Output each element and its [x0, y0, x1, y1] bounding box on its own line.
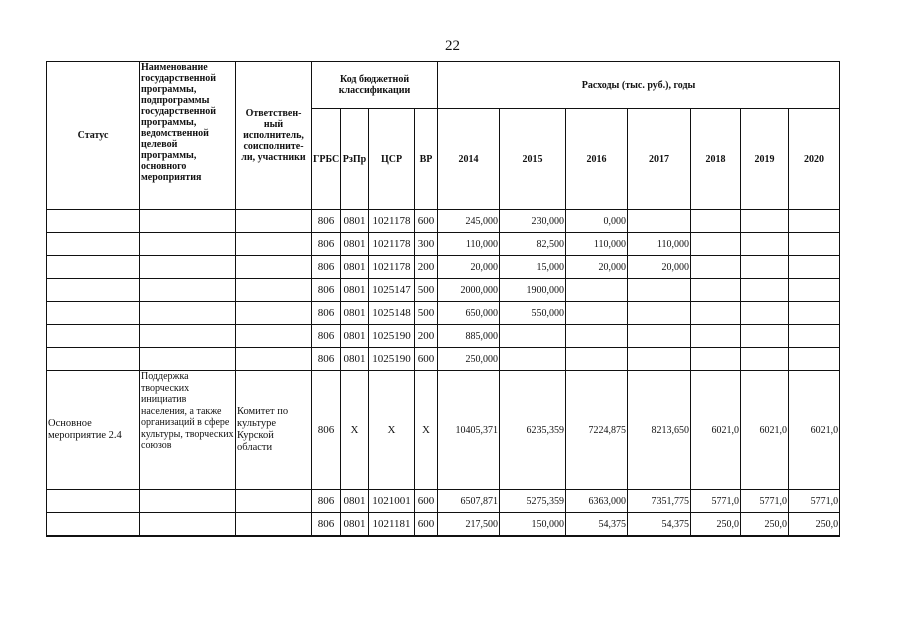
rzpr-cell: 0801	[341, 513, 369, 537]
responsible-cell	[236, 513, 312, 537]
grbs-cell: 806	[312, 210, 341, 233]
value-cell	[741, 256, 789, 279]
vr-cell: 500	[415, 302, 438, 325]
vr-cell: 600	[415, 210, 438, 233]
table-row	[47, 279, 840, 302]
value-cell: 6507,871	[438, 490, 500, 513]
vr-cell: 200	[415, 256, 438, 279]
name-cell	[140, 302, 236, 325]
status-cell	[47, 279, 140, 302]
value-cell	[789, 210, 840, 233]
name-cell	[140, 210, 236, 233]
vr-cell: 300	[415, 233, 438, 256]
status-cell	[47, 233, 140, 256]
rzpr-cell: 0801	[341, 325, 369, 348]
table-row	[47, 513, 840, 537]
value-cell: 6021,0	[741, 371, 789, 490]
header-responsible: Ответствен-ный исполнитель, соисполните-ли, участники	[236, 62, 312, 210]
value-cell	[500, 325, 566, 348]
value-cell	[789, 256, 840, 279]
vr-cell: 600	[415, 490, 438, 513]
rzpr-cell: 0801	[341, 210, 369, 233]
name-cell: Поддержка творческих инициатив населения, а также организаций в сфере культуры, творческих союзов	[140, 371, 236, 490]
value-cell: 230,000	[500, 210, 566, 233]
value-cell: 250,0	[691, 513, 741, 537]
vr-cell: 600	[415, 348, 438, 371]
vr-cell: 200	[415, 325, 438, 348]
responsible-cell	[236, 348, 312, 371]
header-year: 2020	[789, 109, 840, 210]
csr-cell: 1021178	[369, 210, 415, 233]
value-cell	[628, 279, 691, 302]
value-cell: 15,000	[500, 256, 566, 279]
value-cell	[789, 233, 840, 256]
csr-cell: 1025147	[369, 279, 415, 302]
value-cell: 110,000	[438, 233, 500, 256]
responsible-cell: Комитет по культуре Курской области	[236, 371, 312, 490]
value-cell	[691, 325, 741, 348]
value-cell	[500, 348, 566, 371]
value-cell: 6021,0	[691, 371, 741, 490]
value-cell: 7224,875	[566, 371, 628, 490]
value-cell	[628, 302, 691, 325]
value-cell	[789, 325, 840, 348]
rzpr-cell: Х	[341, 371, 369, 490]
table-body	[47, 210, 840, 537]
rzpr-cell: 0801	[341, 256, 369, 279]
value-cell	[691, 210, 741, 233]
responsible-cell	[236, 233, 312, 256]
header-vr: ВР	[415, 109, 438, 210]
rzpr-cell: 0801	[341, 490, 369, 513]
responsible-cell	[236, 325, 312, 348]
table-row	[47, 490, 840, 513]
value-cell: 20,000	[566, 256, 628, 279]
header-status: Статус	[47, 62, 140, 210]
value-cell	[741, 210, 789, 233]
value-cell: 54,375	[566, 513, 628, 537]
grbs-cell: 806	[312, 279, 341, 302]
value-cell: 6235,359	[500, 371, 566, 490]
value-cell: 110,000	[566, 233, 628, 256]
value-cell	[741, 325, 789, 348]
rzpr-cell: 0801	[341, 302, 369, 325]
name-cell	[140, 513, 236, 537]
value-cell: 10405,371	[438, 371, 500, 490]
header-year: 2017	[628, 109, 691, 210]
value-cell	[741, 233, 789, 256]
name-cell	[140, 325, 236, 348]
grbs-cell: 806	[312, 233, 341, 256]
value-cell: 5771,0	[741, 490, 789, 513]
value-cell: 250,000	[438, 348, 500, 371]
value-cell	[789, 348, 840, 371]
value-cell	[566, 279, 628, 302]
vr-cell: Х	[415, 371, 438, 490]
table-row	[47, 256, 840, 279]
rzpr-cell: 0801	[341, 279, 369, 302]
value-cell	[691, 233, 741, 256]
grbs-cell: 806	[312, 513, 341, 537]
table-header	[47, 62, 840, 210]
header-grbs: ГРБС	[312, 109, 341, 210]
value-cell: 0,000	[566, 210, 628, 233]
value-cell	[628, 210, 691, 233]
table-row	[47, 325, 840, 348]
name-cell	[140, 279, 236, 302]
vr-cell: 500	[415, 279, 438, 302]
value-cell: 5771,0	[789, 490, 840, 513]
rzpr-cell: 0801	[341, 348, 369, 371]
grbs-cell: 806	[312, 348, 341, 371]
status-cell: Основное мероприятие 2.4	[47, 371, 140, 490]
value-cell	[628, 325, 691, 348]
value-cell	[789, 279, 840, 302]
responsible-cell	[236, 210, 312, 233]
status-cell	[47, 325, 140, 348]
value-cell	[566, 348, 628, 371]
csr-cell: 1021178	[369, 233, 415, 256]
value-cell	[741, 302, 789, 325]
value-cell: 6021,0	[789, 371, 840, 490]
value-cell: 20,000	[628, 256, 691, 279]
value-cell: 54,375	[628, 513, 691, 537]
csr-cell: 1021178	[369, 256, 415, 279]
value-cell: 550,000	[500, 302, 566, 325]
grbs-cell: 806	[312, 490, 341, 513]
grbs-cell: 806	[312, 325, 341, 348]
value-cell: 82,500	[500, 233, 566, 256]
value-cell: 6363,000	[566, 490, 628, 513]
grbs-cell: 806	[312, 302, 341, 325]
responsible-cell	[236, 302, 312, 325]
header-year: 2016	[566, 109, 628, 210]
responsible-cell	[236, 256, 312, 279]
value-cell: 5275,359	[500, 490, 566, 513]
table-row	[47, 302, 840, 325]
rzpr-cell: 0801	[341, 233, 369, 256]
header-year: 2019	[741, 109, 789, 210]
value-cell: 245,000	[438, 210, 500, 233]
table-row	[47, 210, 840, 233]
value-cell	[741, 279, 789, 302]
budget-table	[46, 61, 840, 537]
value-cell: 8213,650	[628, 371, 691, 490]
status-cell	[47, 490, 140, 513]
name-cell	[140, 233, 236, 256]
csr-cell: 1025190	[369, 325, 415, 348]
header-year: 2018	[691, 109, 741, 210]
value-cell: 150,000	[500, 513, 566, 537]
header-budget-code: Код бюджетной классификации	[312, 62, 438, 109]
value-cell: 250,0	[789, 513, 840, 537]
vr-cell: 600	[415, 513, 438, 537]
status-cell	[47, 256, 140, 279]
header-expenses: Расходы (тыс. руб.), годы	[438, 62, 840, 109]
value-cell	[691, 279, 741, 302]
name-cell	[140, 490, 236, 513]
value-cell: 20,000	[438, 256, 500, 279]
value-cell	[691, 302, 741, 325]
page-number: 22	[445, 38, 460, 54]
value-cell: 217,500	[438, 513, 500, 537]
csr-cell: 1025148	[369, 302, 415, 325]
value-cell	[691, 348, 741, 371]
status-cell	[47, 302, 140, 325]
value-cell: 885,000	[438, 325, 500, 348]
value-cell: 2000,000	[438, 279, 500, 302]
responsible-cell	[236, 279, 312, 302]
header-csr: ЦСР	[369, 109, 415, 210]
csr-cell: 1025190	[369, 348, 415, 371]
value-cell	[741, 348, 789, 371]
status-cell	[47, 210, 140, 233]
csr-cell: 1021181	[369, 513, 415, 537]
table-row	[47, 348, 840, 371]
value-cell	[566, 302, 628, 325]
name-cell	[140, 348, 236, 371]
grbs-cell: 806	[312, 371, 341, 490]
table-row	[47, 371, 840, 490]
table-row	[47, 233, 840, 256]
value-cell	[566, 325, 628, 348]
header-name: Наименование государственной программы, подпрограммы государственной программы, ведомственной целевой программы, основного мероприятия	[140, 62, 236, 210]
header-year: 2015	[500, 109, 566, 210]
value-cell: 7351,775	[628, 490, 691, 513]
value-cell: 650,000	[438, 302, 500, 325]
csr-cell: 1021001	[369, 490, 415, 513]
status-cell	[47, 513, 140, 537]
grbs-cell: 806	[312, 256, 341, 279]
status-cell	[47, 348, 140, 371]
value-cell	[789, 302, 840, 325]
value-cell: 5771,0	[691, 490, 741, 513]
value-cell	[628, 348, 691, 371]
responsible-cell	[236, 490, 312, 513]
header-year: 2014	[438, 109, 500, 210]
csr-cell: Х	[369, 371, 415, 490]
value-cell: 1900,000	[500, 279, 566, 302]
value-cell	[691, 256, 741, 279]
header-rzpr: РзПр	[341, 109, 369, 210]
name-cell	[140, 256, 236, 279]
value-cell: 250,0	[741, 513, 789, 537]
value-cell: 110,000	[628, 233, 691, 256]
